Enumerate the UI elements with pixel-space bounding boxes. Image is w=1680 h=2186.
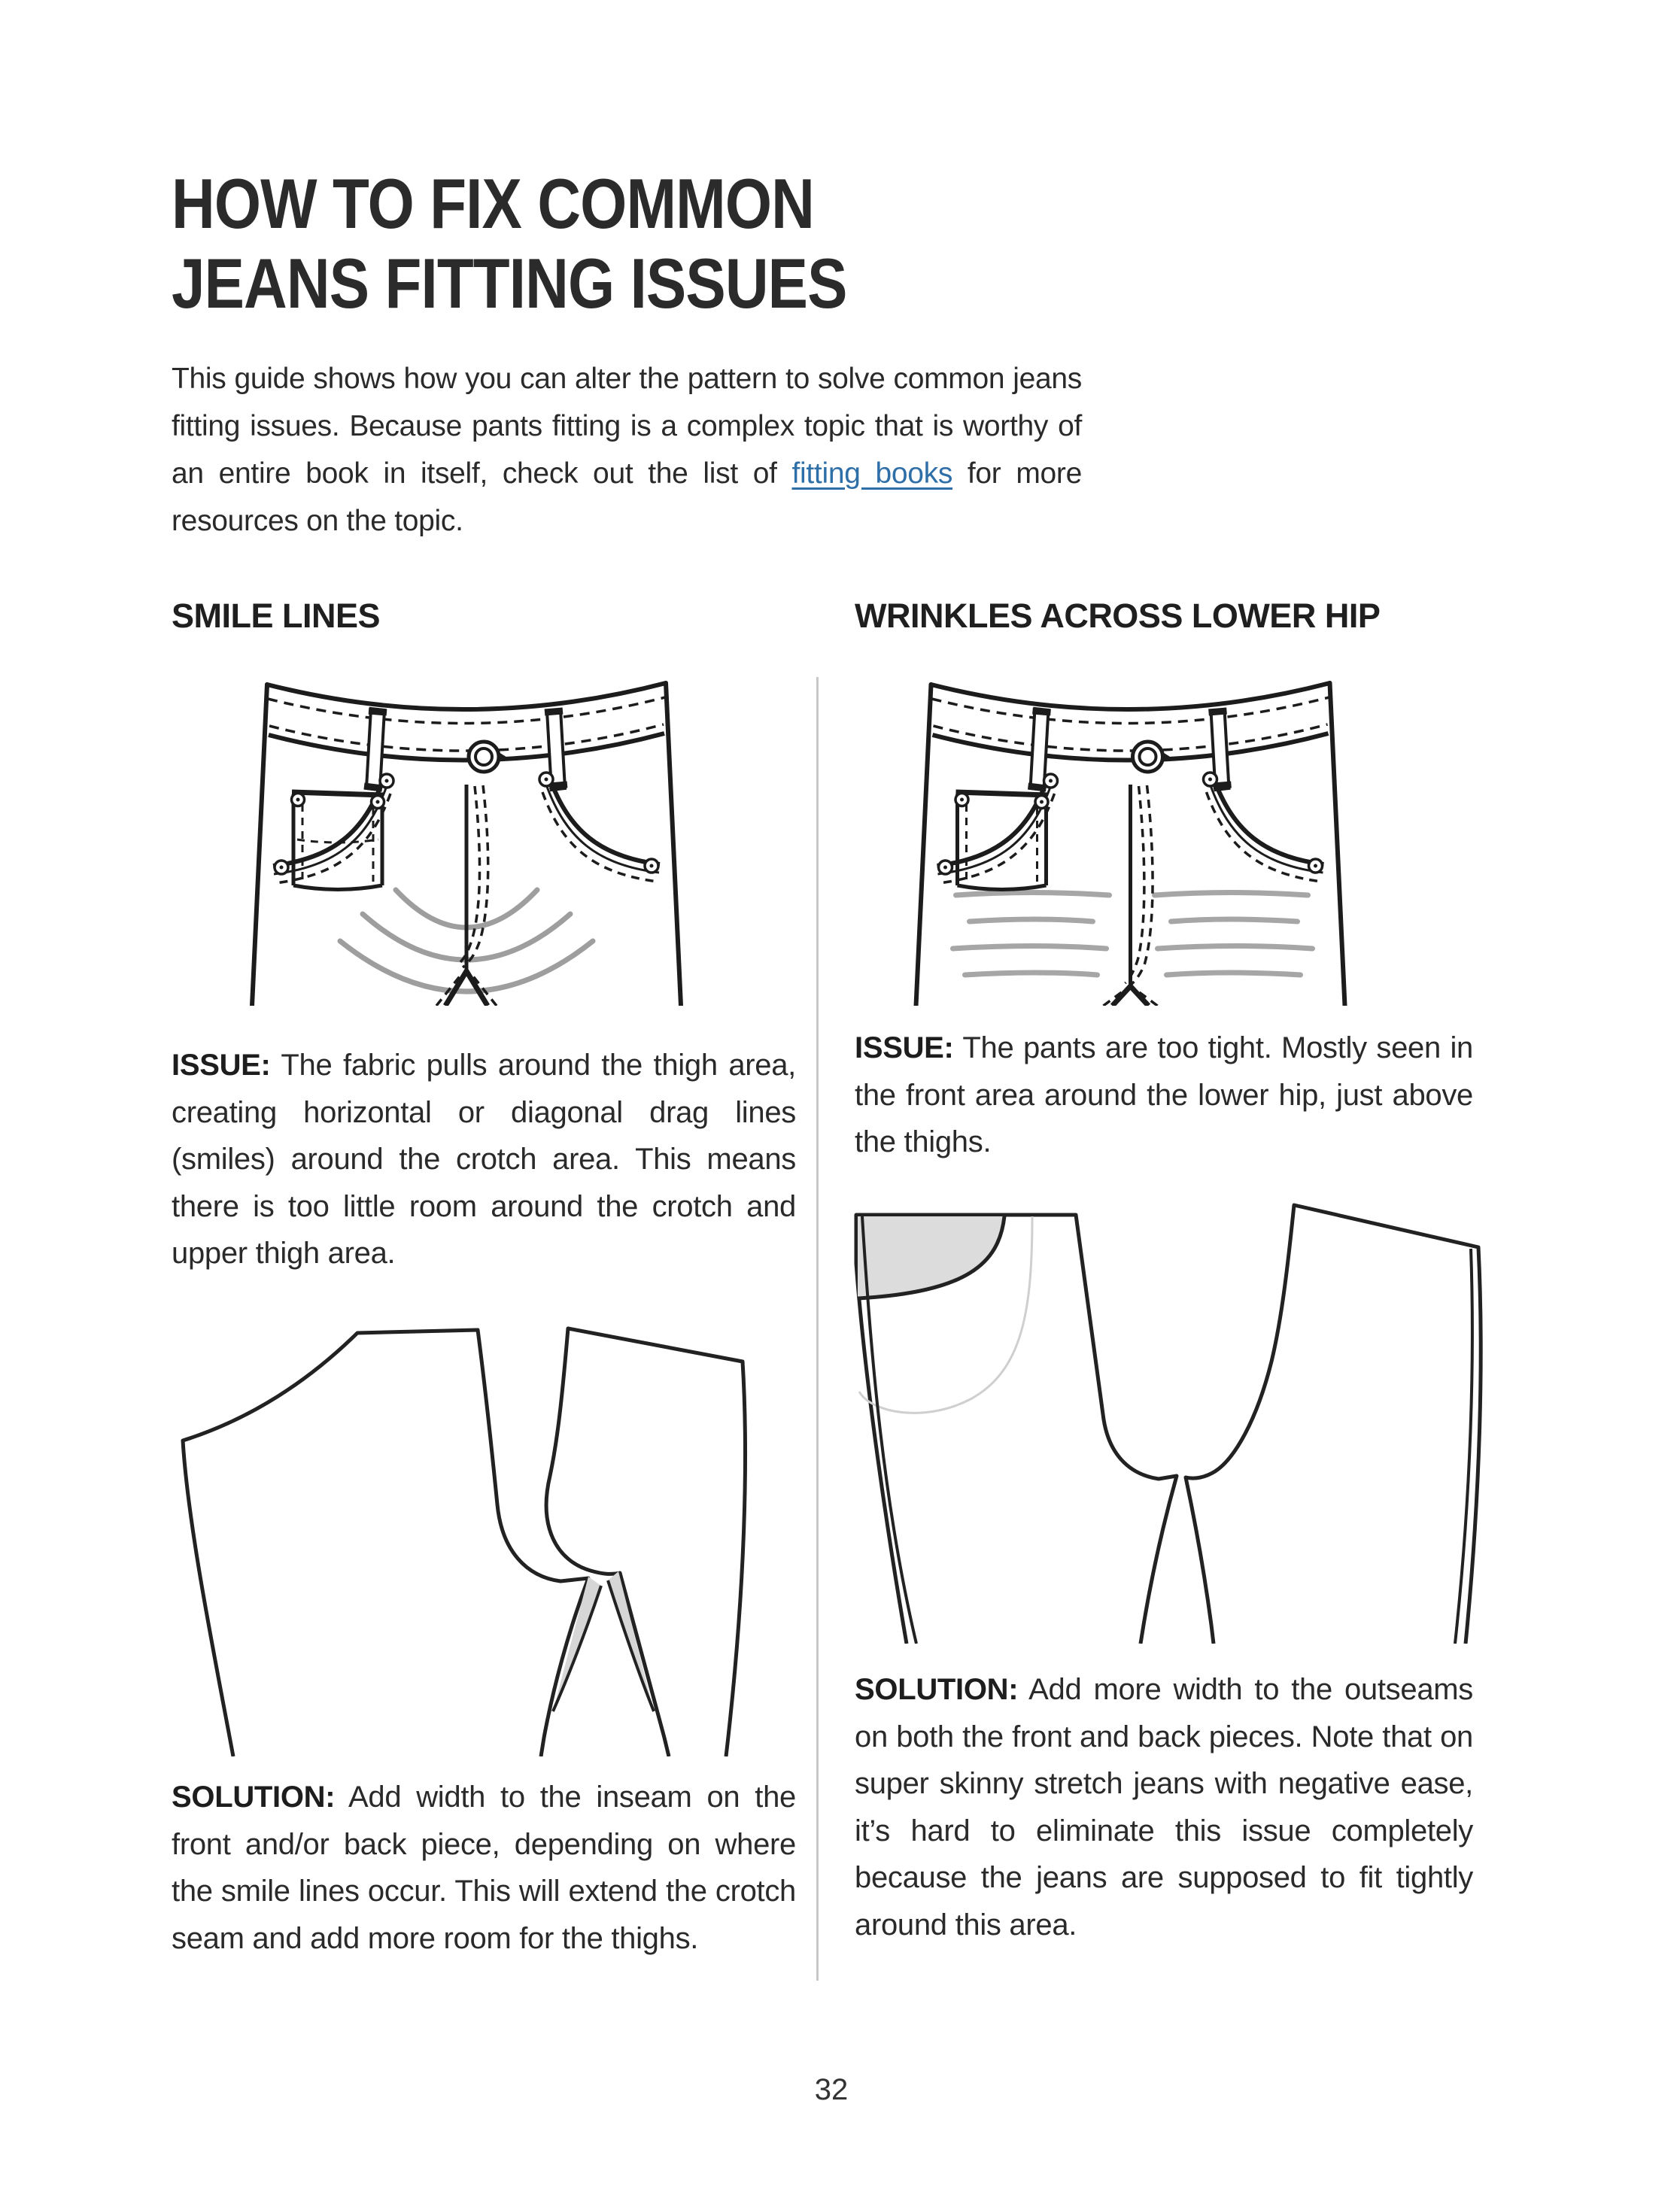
column-divider (816, 677, 819, 1981)
solution-label: SOLUTION: (172, 1781, 336, 1814)
intro-text-after: for more resources on the topic. (172, 457, 1082, 537)
back-pattern-piece (546, 1328, 745, 1756)
page-title (172, 164, 966, 323)
right-column-heading: WRINKLES ACROSS LOWER HIP (855, 597, 1381, 635)
jeans-smile-lines-illustration (248, 666, 685, 1006)
left-issue-paragraph (172, 1042, 796, 1277)
title-line-1: HOW TO FIX COMMON (172, 164, 815, 243)
right-issue-paragraph (855, 1025, 1473, 1166)
back-pattern-piece (1186, 1205, 1481, 1644)
fitting-books-link[interactable]: fitting books (791, 457, 953, 490)
right-solution-paragraph (855, 1666, 1473, 1948)
issue-label: ISSUE: (172, 1049, 271, 1082)
solution-text: Add width to the inseam on the front and/or back piece, depending on where the smile lines occur. This will extend the crotch seam and add more room for the thighs. (172, 1781, 796, 1955)
solution-text: Add more width to the outseams on both the front and back pieces. Note that on super skinny stretch jeans with negative ease, it’s hard to eliminate this issue completely because the jeans are supposed to fit tightly around this area. (855, 1673, 1473, 1942)
issue-text: The pants are too tight. Mostly seen in the front area around the lower hip, just above the thighs. (855, 1031, 1473, 1158)
pattern-inseam-width-illustration (147, 1279, 779, 1756)
solution-label: SOLUTION: (855, 1673, 1019, 1706)
front-pattern-piece (183, 1330, 601, 1756)
issue-text: The fabric pulls around the thigh area, creating horizontal or diagonal drag lines (smiles) around the crotch area. This means there is too little room around the crotch and upper thigh area. (172, 1049, 796, 1270)
pattern-outseam-width-illustration (835, 1173, 1497, 1644)
front-pattern-piece (856, 1215, 1177, 1644)
page-number: 32 (814, 2073, 849, 2106)
intro-paragraph (172, 355, 1082, 545)
jeans-hip-wrinkles-illustration (907, 666, 1354, 1006)
issue-label: ISSUE: (855, 1031, 954, 1064)
intro-text-before: This guide shows how you can alter the pattern to solve common jeans fitting issues. Because pants fitting is a complex topic that is worthy of an entire book in itself, check out the list of (172, 363, 1082, 490)
left-column-heading: SMILE LINES (172, 597, 381, 635)
left-solution-paragraph (172, 1774, 796, 1962)
title-line-2: JEANS FITTING ISSUES (172, 244, 847, 323)
